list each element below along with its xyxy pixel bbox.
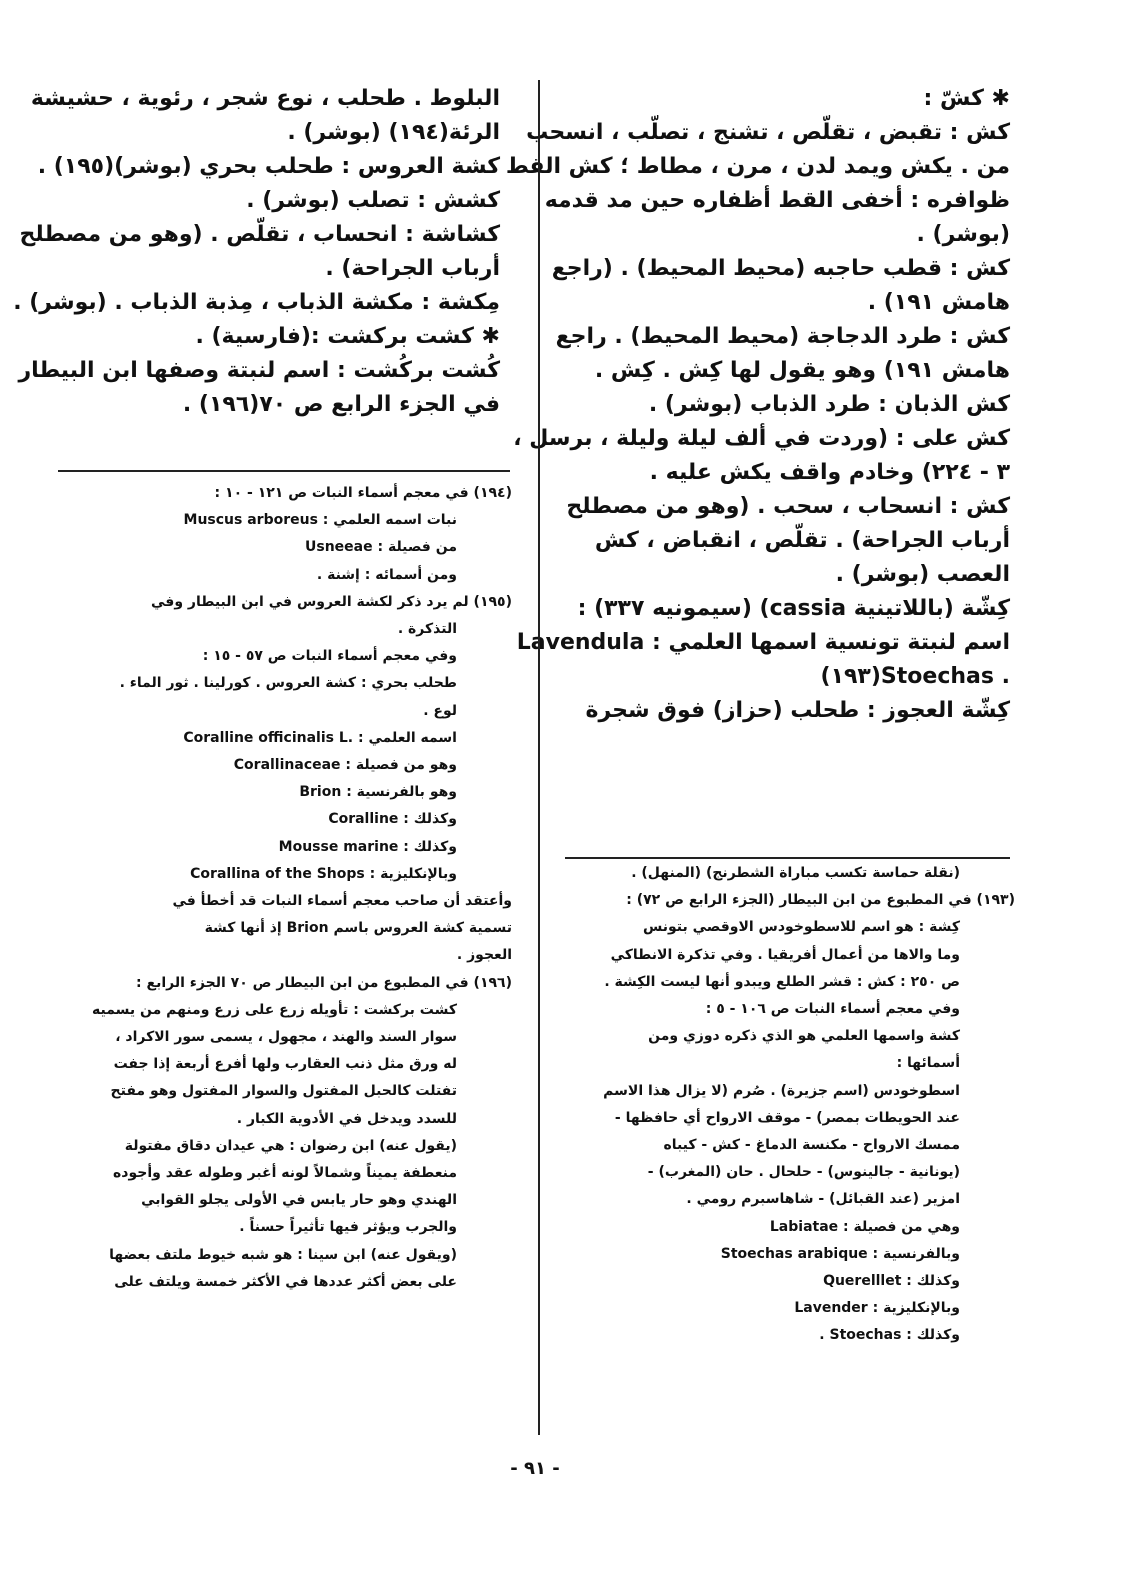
entry-line: كش : انسحاب ، سحب . (وهو من مصطلح	[566, 494, 1010, 519]
footnote-line: تفتلت كالحبل المفتول والسوار المفتول وهو مفتح	[110, 1083, 457, 1100]
footnote-line: والجرب ويؤثر فيها تأثيراً حسناً .	[239, 1219, 457, 1236]
entry-line: ٣ - ٢٢٤) وخادم واقف يكش عليه .	[649, 460, 1010, 485]
footnote-line: وما والاها من أعمال أفريقيا . وفي تذكرة الانطاكي	[610, 946, 960, 963]
entry-line: كش : طرد الدجاجة (محيط المحيط) . راجع	[555, 324, 1010, 349]
footnote-line: وكذلك : Stoechas .	[819, 1327, 960, 1344]
footnote-line: اسطوخودس (اسم جزيرة) . صُرم (لا يزال هذا الاسم	[603, 1082, 960, 1099]
footnote-line: من فصيلة : Usneeae	[305, 539, 457, 556]
footnote-line: عند الحويطات بمصر) - موقف الارواح أي حافظها -	[614, 1109, 960, 1126]
footnote-line: وهو من فصيلة : Corallinaceae	[233, 757, 457, 774]
footnote-line: لوع .	[423, 702, 457, 719]
column-divider	[538, 80, 540, 1435]
footnote-line: اسمه العلمي : .Coralline officinalis L	[183, 729, 457, 746]
entry-line: هامش ١٩١) وهو يقول لها كِش . كِش .	[594, 358, 1010, 383]
footnote-line: العجوز .	[456, 947, 512, 964]
footnote-line: ص ٢٥٠ : كش : قشر الطلع ويبدو أنها ليست الكِشة .	[604, 973, 960, 990]
entry-line: (بوشر) .	[916, 222, 1010, 247]
entry-line: ظوافره : أخفى القط أظفاره حين مد قدمه	[544, 188, 1010, 213]
footnote-line: نبات اسمه العلمي : Muscus arboreus	[183, 512, 457, 529]
entry-line: اسم لنبتة تونسية اسمها العلمي : Lavendula	[516, 630, 1010, 655]
entry-line: ✱ كشّ :	[923, 86, 1010, 111]
footnote-line: وهي من فصيلة : Labiatae	[769, 1218, 960, 1235]
footnote-line: (يونانية - جالينوس) - حلحال . حان (المغرب) -	[647, 1164, 960, 1181]
entry-line: . Stoechas(١٩٣)	[820, 664, 1010, 689]
entry-line: كِشّة العجوز : طحلب (حزاز) فوق شجرة	[585, 698, 1010, 723]
footnote-line: سوار السند والهند ، مجهول ، يسمى سور الاكراد ،	[115, 1029, 457, 1046]
footnote-line: وأعتقد أن صاحب معجم أسماء النبات قد أخطأ في	[172, 893, 512, 910]
entry-line: كش على : (وردت في ألف ليلة وليلة ، برسل ،	[513, 426, 1010, 451]
entry-line: كشاشة : انحساب ، تقلّص . (وهو من مصطلح	[19, 222, 500, 247]
footnote-line: ممسك الارواح - مكنسة الدماغ - كش - كيباه	[663, 1137, 960, 1154]
footnote-line: ومن أسمائه : إشنة .	[316, 566, 457, 583]
footnote-line: وفي معجم أسماء النبات ص ١٠٦ - ٥ :	[705, 1001, 960, 1018]
entry-line: أرباب الجراحة) . تقلّص ، انقباض ، كش	[594, 528, 1010, 553]
footnote-line: وفي معجم أسماء النبات ص ٥٧ - ١٥ :	[202, 648, 457, 665]
footnote-rule-left	[58, 470, 510, 472]
footnote-line: الهندي وهو حار يابس في الأولى يجلو القوابي	[141, 1192, 457, 1209]
footnote-line: (نقلة حماسة تكسب مباراة الشطرنج) (المنهل) .	[631, 865, 960, 881]
footnote-line: منعطفة يميناً وشمالاً لونه أغبر وطوله عقد وأجوده	[113, 1165, 457, 1182]
footnote-line: على بعض أكثر عددها في الأكثر خمسة ويلتف على	[114, 1273, 457, 1290]
entry-line: العصب (بوشر) .	[835, 562, 1010, 587]
entry-line: أرباب الجراحة) .	[325, 256, 500, 281]
footnote-line: وبالإنكليزية : Corallina of the Shops	[190, 865, 457, 882]
entry-line: كِشّة (باللاتينية cassia) (سيمونيه ٣٣٧) :	[577, 596, 1010, 621]
footnote-rule-right	[565, 857, 1010, 859]
entry-line: ✱ كشت بركشت :(فارسية) .	[195, 324, 500, 349]
footnotes-left-column	[40, 480, 512, 1296]
footnote-line: تسمية كشة العروس باسم Brion إذ أنها كشة	[204, 920, 512, 937]
entry-line: هامش ١٩١) .	[867, 290, 1010, 315]
main-text-left-column	[13, 82, 500, 422]
entry-line: الرئة(١٩٤) (بوشر) .	[287, 120, 500, 145]
footnote-line: وبالإنكليزية : Lavender	[794, 1300, 960, 1317]
footnote-line: كشت بركشت : تأويله زرع على زرع ومنهم من يسميه	[92, 1001, 457, 1018]
footnote-line: (يقول عنه) ابن رضوان : هي عيدان دقاق مفتولة	[124, 1137, 457, 1154]
footnote-line: وكذلك : Coralline	[328, 811, 457, 828]
footnote-line: وبالفرنسية : Stoechas arabique	[720, 1245, 960, 1262]
footnote-line: امزير (عند القبائل) - شاهاسبرم رومي .	[686, 1191, 960, 1208]
footnote-line: التذكرة .	[397, 621, 457, 638]
footnote-line: (ويقول عنه) ابن سينا : هو شبه خيوط ملتف بعضها	[109, 1246, 457, 1263]
footnote-line: وكذلك : Querelllet	[823, 1273, 960, 1290]
entry-line: كُشت بركُشت : اسم لنبتة وصفها ابن البيطار	[18, 358, 500, 383]
entry-line: مِكشة : مكشة الذباب ، مِذبة الذباب . (بوشر) .	[13, 290, 500, 315]
footnote-line: (١٩٦) في المطبوع من ابن البيطار ص ٧٠ الجزء الرابع :	[136, 974, 512, 991]
entry-line: كش : تقبض ، تقلّص ، تشنج ، تصلّب ، انسحب	[526, 120, 1010, 145]
entry-line: من . يكش ويمد لدن ، مرن ، مطاط ؛ كش القط	[505, 154, 1010, 179]
footnote-line: كشة واسمها العلمي هو الذي ذكره دوزي ومن	[648, 1028, 960, 1045]
footnote-line: (١٩٥) لم يرد ذكر لكشة العروس في ابن البيطار وفي	[150, 593, 512, 610]
footnote-line: له ورق مثل ذنب العقارب ولها أفرع أربعة إذا جفت	[113, 1056, 457, 1073]
entry-line: البلوط . طحلب ، نوع شجر ، رئوية ، حشيشة	[30, 86, 500, 111]
footnote-line: للسدد ويدخل في الأدوية الكبار .	[236, 1110, 457, 1127]
entry-line: كشش : تصلب (بوشر) .	[246, 188, 500, 213]
footnote-line: أسمائها :	[896, 1055, 960, 1072]
footnote-line: وهو بالفرنسية : Brion	[299, 784, 457, 801]
entry-line: كش : قطب حاجبه (محيط المحيط) . (راجع	[551, 256, 1010, 281]
footnote-line: (١٩٤) في معجم أسماء النبات ص ١٢١ - ١٠ :	[214, 485, 512, 501]
footnote-line: (١٩٣) في المطبوع من ابن البيطار (الجزء الرابع ص ٧٢) :	[626, 892, 1015, 909]
footnote-line: طحلب بحري : كشة العروس . كورلينا . ثور الماء .	[119, 675, 457, 692]
page-number: - ٩١ -	[510, 1458, 560, 1479]
entry-line: في الجزء الرابع ص ٧٠(١٩٦) .	[182, 392, 500, 417]
footnote-line: كِشة : هو اسم للاسطوخودس الاوقصي بتونس	[642, 919, 960, 936]
main-text-right-column	[505, 82, 1010, 728]
footnotes-right-column	[568, 860, 1015, 1350]
entry-line: كشة العروس : طحلب بحري (بوشر)(١٩٥) .	[37, 154, 500, 179]
footnote-line: وكذلك : Mousse marine	[278, 838, 457, 855]
entry-line: كش الذبان : طرد الذباب (بوشر) .	[648, 392, 1010, 417]
